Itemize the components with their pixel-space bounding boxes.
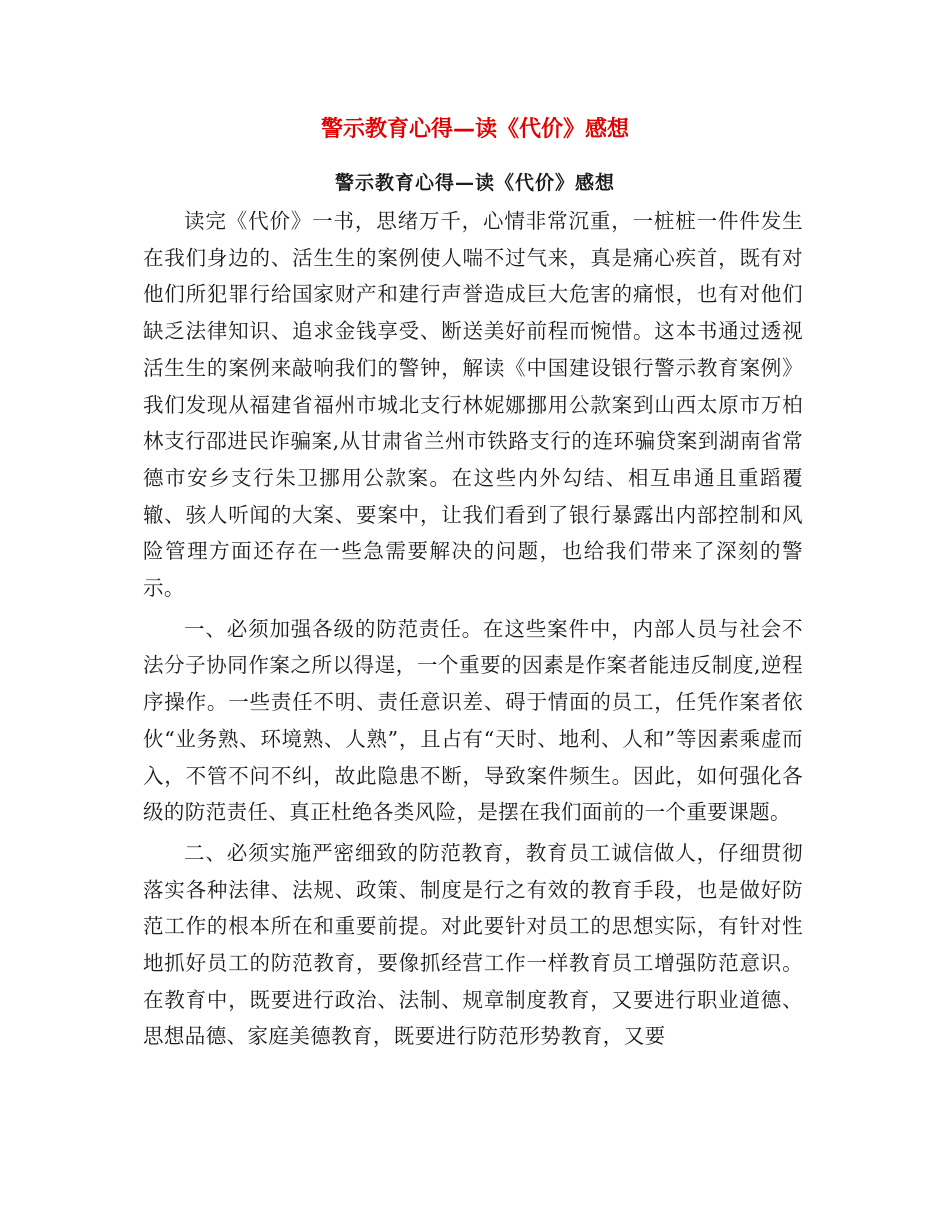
document-subtitle: 警示教育心得—读《代价》感想 — [334, 172, 615, 194]
paragraph-intro: 读完《代价》一书，思绪万千，心情非常沉重，一桩桩一件件发生在我们身边的、活生生的案例使人喘不过气来，真是痛心疾首，既有对他们所犯罪行给国家财产和建行声誉造成巨大危害的痛恨，也有对他们缺乏法律知识、追求金钱享受、断送美好前程而惋惜。这本书通过透视活生生的案例来敲响我们的警钟，解读《中国建设银行警示教育案例》我们发现从福建省福州市城北支行林妮娜挪用公款案到山西太原市万柏林支行邵进民诈骗案,从甘肃省兰州市铁路支行的连环骗贷案到湖南省常德市安乡支行朱卫挪用公款案。在这些内外勾结、相互串通且重蹈覆辙、骇人听闻的大案、要案中，让我们看到了银行暴露出内部控制和风险管理方面还存在一些急需要解决的问题，也给我们带来了深刻的警示。 — [143, 209, 803, 601]
paragraph-point-two: 二、必须实施严密细致的防范教育，教育员工诚信做人，仔细贯彻落实各种法律、法规、政策、制度是行之有效的教育手段，也是做好防范工作的根本所在和重要前提。对此要针对员工的思想实际，有针对性地抓好员工的防范教育，要像抓经营工作一样教育员工增强防范意识。在教育中，既要进行政治、法制、规章制度教育，又要进行职业道德、思想品德、家庭美德教育，既要进行防范形势教育，又要 — [143, 840, 803, 1049]
document-body — [143, 203, 803, 1055]
paragraph-point-one: 一、必须加强各级的防范责任。在这些案件中，内部人员与社会不法分子协同作案之所以得逞，一个重要的因素是作案者能违反制度,逆程序操作。一些责任不明、责任意识差、碍于情面的员工，任凭作案者依伙“业务熟、环境熟、人熟”，且占有“天时、地利、人和”等因素乘虚而入，不管不问不纠，故此隐患不断，导致案件频生。因此，如何强化各级的防范责任、真正杜绝各类风险，是摆在我们面前的一个重要课题。 — [143, 616, 803, 825]
document-title: 警示教育心得—读《代价》感想 — [320, 117, 629, 142]
